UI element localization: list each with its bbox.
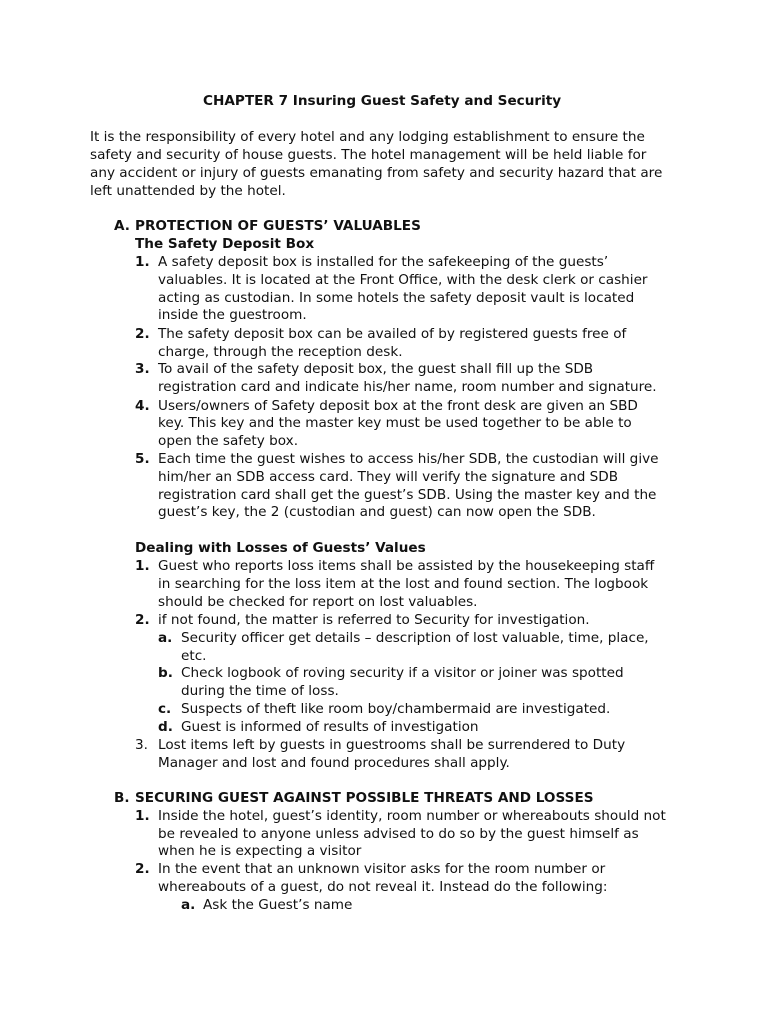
list-item-line: registration card shall get the guest’s SDB. Using the master key and the [158,487,657,503]
sub-list-letter: a. [158,630,173,646]
section-a-heading: PROTECTION OF GUESTS’ VALUABLES [135,218,421,234]
list-item-line: The safety deposit box can be availed of by registered guests free of [158,326,627,342]
section-b-marker: B. [114,790,130,806]
list-number: 3. [135,737,148,753]
intro-line: left unattended by the hotel. [90,183,286,199]
sub-list-item-line: Guest is informed of results of investigation [181,719,479,735]
list-number: 1. [135,808,150,824]
list-item-line: should be checked for report on lost valuables. [158,594,478,610]
sub-list-item-line: Ask the Guest’s name [203,897,353,913]
section-b-heading: SECURING GUEST AGAINST POSSIBLE THREATS AND LOSSES [135,790,594,806]
list-item-line: Lost items left by guests in guestrooms shall be surrendered to Duty [158,737,626,753]
list-item-line: be revealed to anyone unless advised to do so by the guest himself as [158,826,639,842]
list-item-line: in searching for the loss item at the lost and found section. The logbook [158,576,649,592]
list-number: 2. [135,326,150,342]
sub-list-letter: b. [158,665,173,681]
list-item-line: Guest who reports loss items shall be assisted by the housekeeping staff [158,558,655,574]
sub-list-item-line: during the time of loss. [181,683,339,699]
list-item-line: valuables. It is located at the Front Office, with the desk clerk or cashier [158,272,648,288]
list-item-line: open the safety box. [158,433,299,449]
page-title: CHAPTER 7 Insuring Guest Safety and Security [203,93,562,109]
list-item-line: charge, through the reception desk. [158,344,403,360]
list-item-line: him/her an SDB access card. They will verify the signature and SDB [158,469,619,485]
sub-list-item-line: Security officer get details – description of lost valuable, time, place, [181,630,649,646]
list-item-line: if not found, the matter is referred to Security for investigation. [158,612,590,628]
intro-line: safety and security of house guests. The hotel management will be held liable for [90,147,647,163]
sub-list-letter: c. [158,701,172,717]
section-a-subheading: The Safety Deposit Box [135,236,315,252]
list-item-line: Inside the hotel, guest’s identity, room number or whereabouts should not [158,808,666,824]
list-item-line: Each time the guest wishes to access his/her SDB, the custodian will give [158,451,659,467]
intro-line: It is the responsibility of every hotel and any lodging establishment to ensure the [90,129,645,145]
list-item-line: In the event that an unknown visitor asks for the room number or [158,861,606,877]
list-item-line: Manager and lost and found procedures shall apply. [158,755,510,771]
sub-list-letter: d. [158,719,173,735]
list-item-line: To avail of the safety deposit box, the guest shall fill up the SDB [158,361,594,377]
sub-list-item-line: etc. [181,648,207,664]
list-number: 1. [135,254,150,270]
list-item-line: acting as custodian. In some hotels the safety deposit vault is located [158,290,635,306]
list-number: 2. [135,861,150,877]
list-item-line: key. This key and the master key must be used together to be able to [158,415,632,431]
list-item-line: guest’s key, the 2 (custodian and guest) can now open the SDB. [158,504,596,520]
list-item-line: inside the guestroom. [158,307,307,323]
list-item-line: when he is expecting a visitor [158,843,362,859]
list-number: 5. [135,451,150,467]
sub-list-item-line: Check logbook of roving security if a visitor or joiner was spotted [181,665,624,681]
sub-list-item-line: Suspects of theft like room boy/chambermaid are investigated. [181,701,611,717]
list-number: 3. [135,361,150,377]
list-number: 1. [135,558,150,574]
list-item-line: registration card and indicate his/her name, room number and signature. [158,379,657,395]
list-number: 2. [135,612,150,628]
list-item-line: whereabouts of a guest, do not reveal it. Instead do the following: [158,879,608,895]
list-number: 4. [135,398,150,414]
list-item-line: A safety deposit box is installed for the safekeeping of the guests’ [158,254,609,270]
intro-line: any accident or injury of guests emanating from safety and security hazard that are [90,165,663,181]
list-item-line: Users/owners of Safety deposit box at the front desk are given an SBD [158,398,638,414]
section-a-marker: A. [114,218,130,234]
sub-list-letter: a. [181,897,196,913]
losses-heading: Dealing with Losses of Guests’ Values [135,540,426,556]
